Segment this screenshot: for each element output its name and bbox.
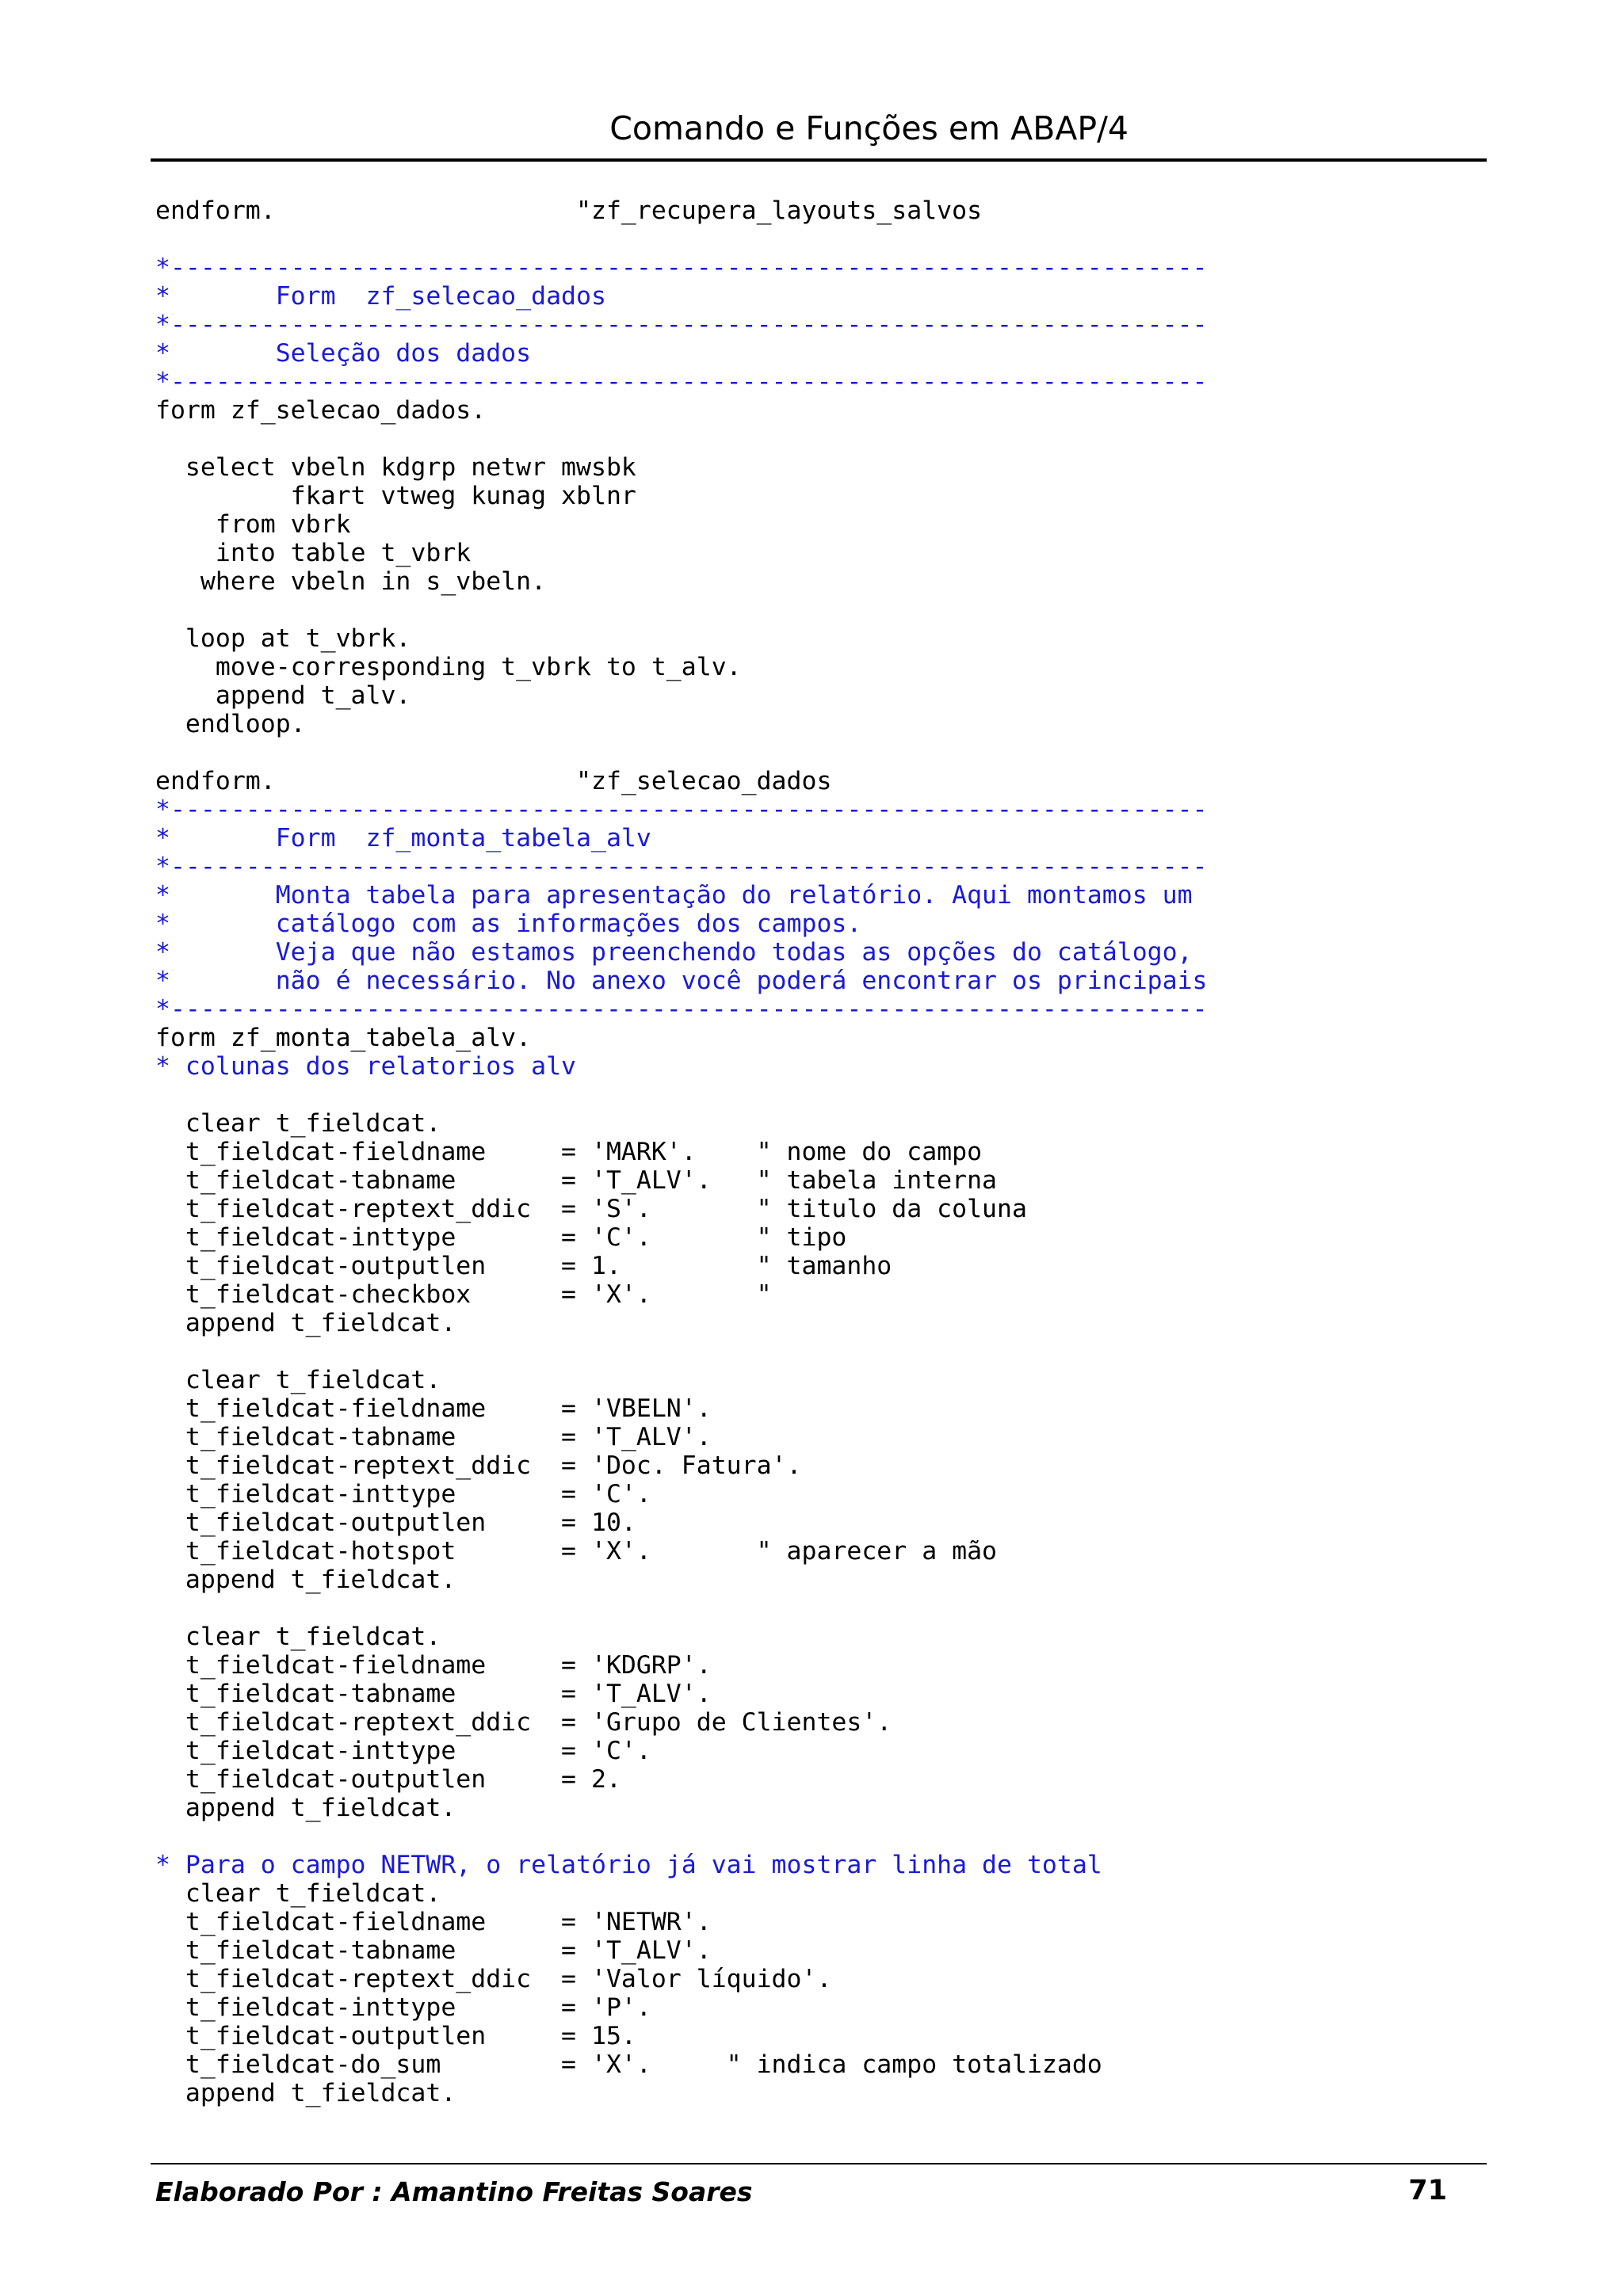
code-line: t_fieldcat-outputlen = 1. " tamanho <box>155 1252 892 1280</box>
code-line: move-corresponding t_vbrk to t_alv. <box>155 653 742 681</box>
code-line: t_fieldcat-reptext_ddic = 'Grupo de Clientes'. <box>155 1708 892 1737</box>
code-line: t_fieldcat-tabname = 'T_ALV'. " tabela interna <box>155 1166 998 1195</box>
code-line: t_fieldcat-fieldname = 'NETWR'. <box>155 1908 712 1936</box>
page-number: 71 <box>1408 2175 1447 2206</box>
code-line: t_fieldcat-fieldname = 'VBELN'. <box>155 1394 712 1423</box>
code-comment-line: * Seleção dos dados <box>155 339 532 368</box>
code-comment-line: * colunas dos relatorios alv <box>155 1052 577 1081</box>
code-comment-line: *--------------------------------------------------------------------- <box>155 795 1208 824</box>
code-line <box>155 596 1471 624</box>
code-line: append t_fieldcat. <box>155 2079 456 2107</box>
code-line: t_fieldcat-reptext_ddic = 'Doc. Fatura'. <box>155 1451 802 1480</box>
code-line: clear t_fieldcat. <box>155 1879 441 1908</box>
code-line: t_fieldcat-outputlen = 2. <box>155 1765 621 1794</box>
code-line: t_fieldcat-do_sum = 'X'. " indica campo totalizado <box>155 2050 1102 2079</box>
code-line: endform. "zf_recupera_layouts_salvos <box>155 196 983 225</box>
code-comment-line: * Form zf_selecao_dados <box>155 282 606 311</box>
code-line <box>155 738 1471 767</box>
code-listing <box>155 196 1471 2107</box>
code-comment-line: *--------------------------------------------------------------------- <box>155 995 1208 1024</box>
code-line: t_fieldcat-inttype = 'C'. <box>155 1737 651 1765</box>
code-line: t_fieldcat-inttype = 'C'. <box>155 1480 651 1508</box>
code-line: clear t_fieldcat. <box>155 1109 441 1138</box>
code-comment-line: *--------------------------------------------------------------------- <box>155 368 1208 396</box>
code-line: where vbeln in s_vbeln. <box>155 567 547 596</box>
code-line: t_fieldcat-fieldname = 'MARK'. " nome do campo <box>155 1138 983 1166</box>
code-line: form zf_selecao_dados. <box>155 396 487 425</box>
code-line: t_fieldcat-tabname = 'T_ALV'. <box>155 1936 712 1965</box>
code-line: append t_fieldcat. <box>155 1566 456 1594</box>
code-comment-line: *--------------------------------------------------------------------- <box>155 311 1208 339</box>
code-line: endloop. <box>155 710 306 738</box>
header-divider <box>151 158 1487 162</box>
code-line: t_fieldcat-hotspot = 'X'. " aparecer a mão <box>155 1537 998 1566</box>
code-line <box>155 225 1471 254</box>
code-line: fkart vtweg kunag xblnr <box>155 482 636 510</box>
code-line: loop at t_vbrk. <box>155 624 411 653</box>
code-line: t_fieldcat-reptext_ddic = 'S'. " titulo da coluna <box>155 1195 1027 1223</box>
code-line <box>155 1337 1471 1366</box>
code-line: append t_fieldcat. <box>155 1794 456 1822</box>
code-line <box>155 1081 1471 1109</box>
footer-author: Elaborado Por : Amantino Freitas Soares <box>155 2176 753 2207</box>
code-line: t_fieldcat-inttype = 'C'. " tipo <box>155 1223 847 1252</box>
page-header-title: Comando e Funções em ABAP/4 <box>609 109 1128 147</box>
code-line: t_fieldcat-outputlen = 15. <box>155 2022 636 2050</box>
code-line: form zf_monta_tabela_alv. <box>155 1024 532 1052</box>
code-line: append t_fieldcat. <box>155 1309 456 1337</box>
code-line: select vbeln kdgrp netwr mwsbk <box>155 453 636 482</box>
code-line: t_fieldcat-outputlen = 10. <box>155 1508 636 1537</box>
code-line <box>155 1594 1471 1623</box>
code-line: clear t_fieldcat. <box>155 1366 441 1394</box>
footer-divider <box>151 2163 1487 2164</box>
code-line: t_fieldcat-fieldname = 'KDGRP'. <box>155 1651 712 1680</box>
code-line: from vbrk <box>155 510 351 539</box>
code-comment-line: * Veja que não estamos preenchendo todas as opções do catálogo, <box>155 938 1193 967</box>
code-line: clear t_fieldcat. <box>155 1623 441 1651</box>
code-line <box>155 1822 1471 1851</box>
code-comment-line: * catálogo com as informações dos campos. <box>155 910 862 938</box>
code-line: t_fieldcat-inttype = 'P'. <box>155 1993 651 2022</box>
code-line: endform. "zf_selecao_dados <box>155 767 832 795</box>
code-line: t_fieldcat-tabname = 'T_ALV'. <box>155 1423 712 1451</box>
code-comment-line: *--------------------------------------------------------------------- <box>155 254 1208 282</box>
code-comment-line: *--------------------------------------------------------------------- <box>155 852 1208 881</box>
code-line <box>155 425 1471 453</box>
code-line: into table t_vbrk <box>155 539 472 567</box>
code-comment-line: * não é necessário. No anexo você poderá encontrar os principais <box>155 967 1208 995</box>
code-line: t_fieldcat-tabname = 'T_ALV'. <box>155 1680 712 1708</box>
code-comment-line: * Monta tabela para apresentação do relatório. Aqui montamos um <box>155 881 1193 910</box>
code-line: t_fieldcat-checkbox = 'X'. " <box>155 1280 772 1309</box>
code-comment-line: * Para o campo NETWR, o relatório já vai mostrar linha de total <box>155 1851 1102 1879</box>
code-comment-line: * Form zf_monta_tabela_alv <box>155 824 651 852</box>
code-line: append t_alv. <box>155 681 411 710</box>
code-line: t_fieldcat-reptext_ddic = 'Valor líquido'. <box>155 1965 832 1993</box>
